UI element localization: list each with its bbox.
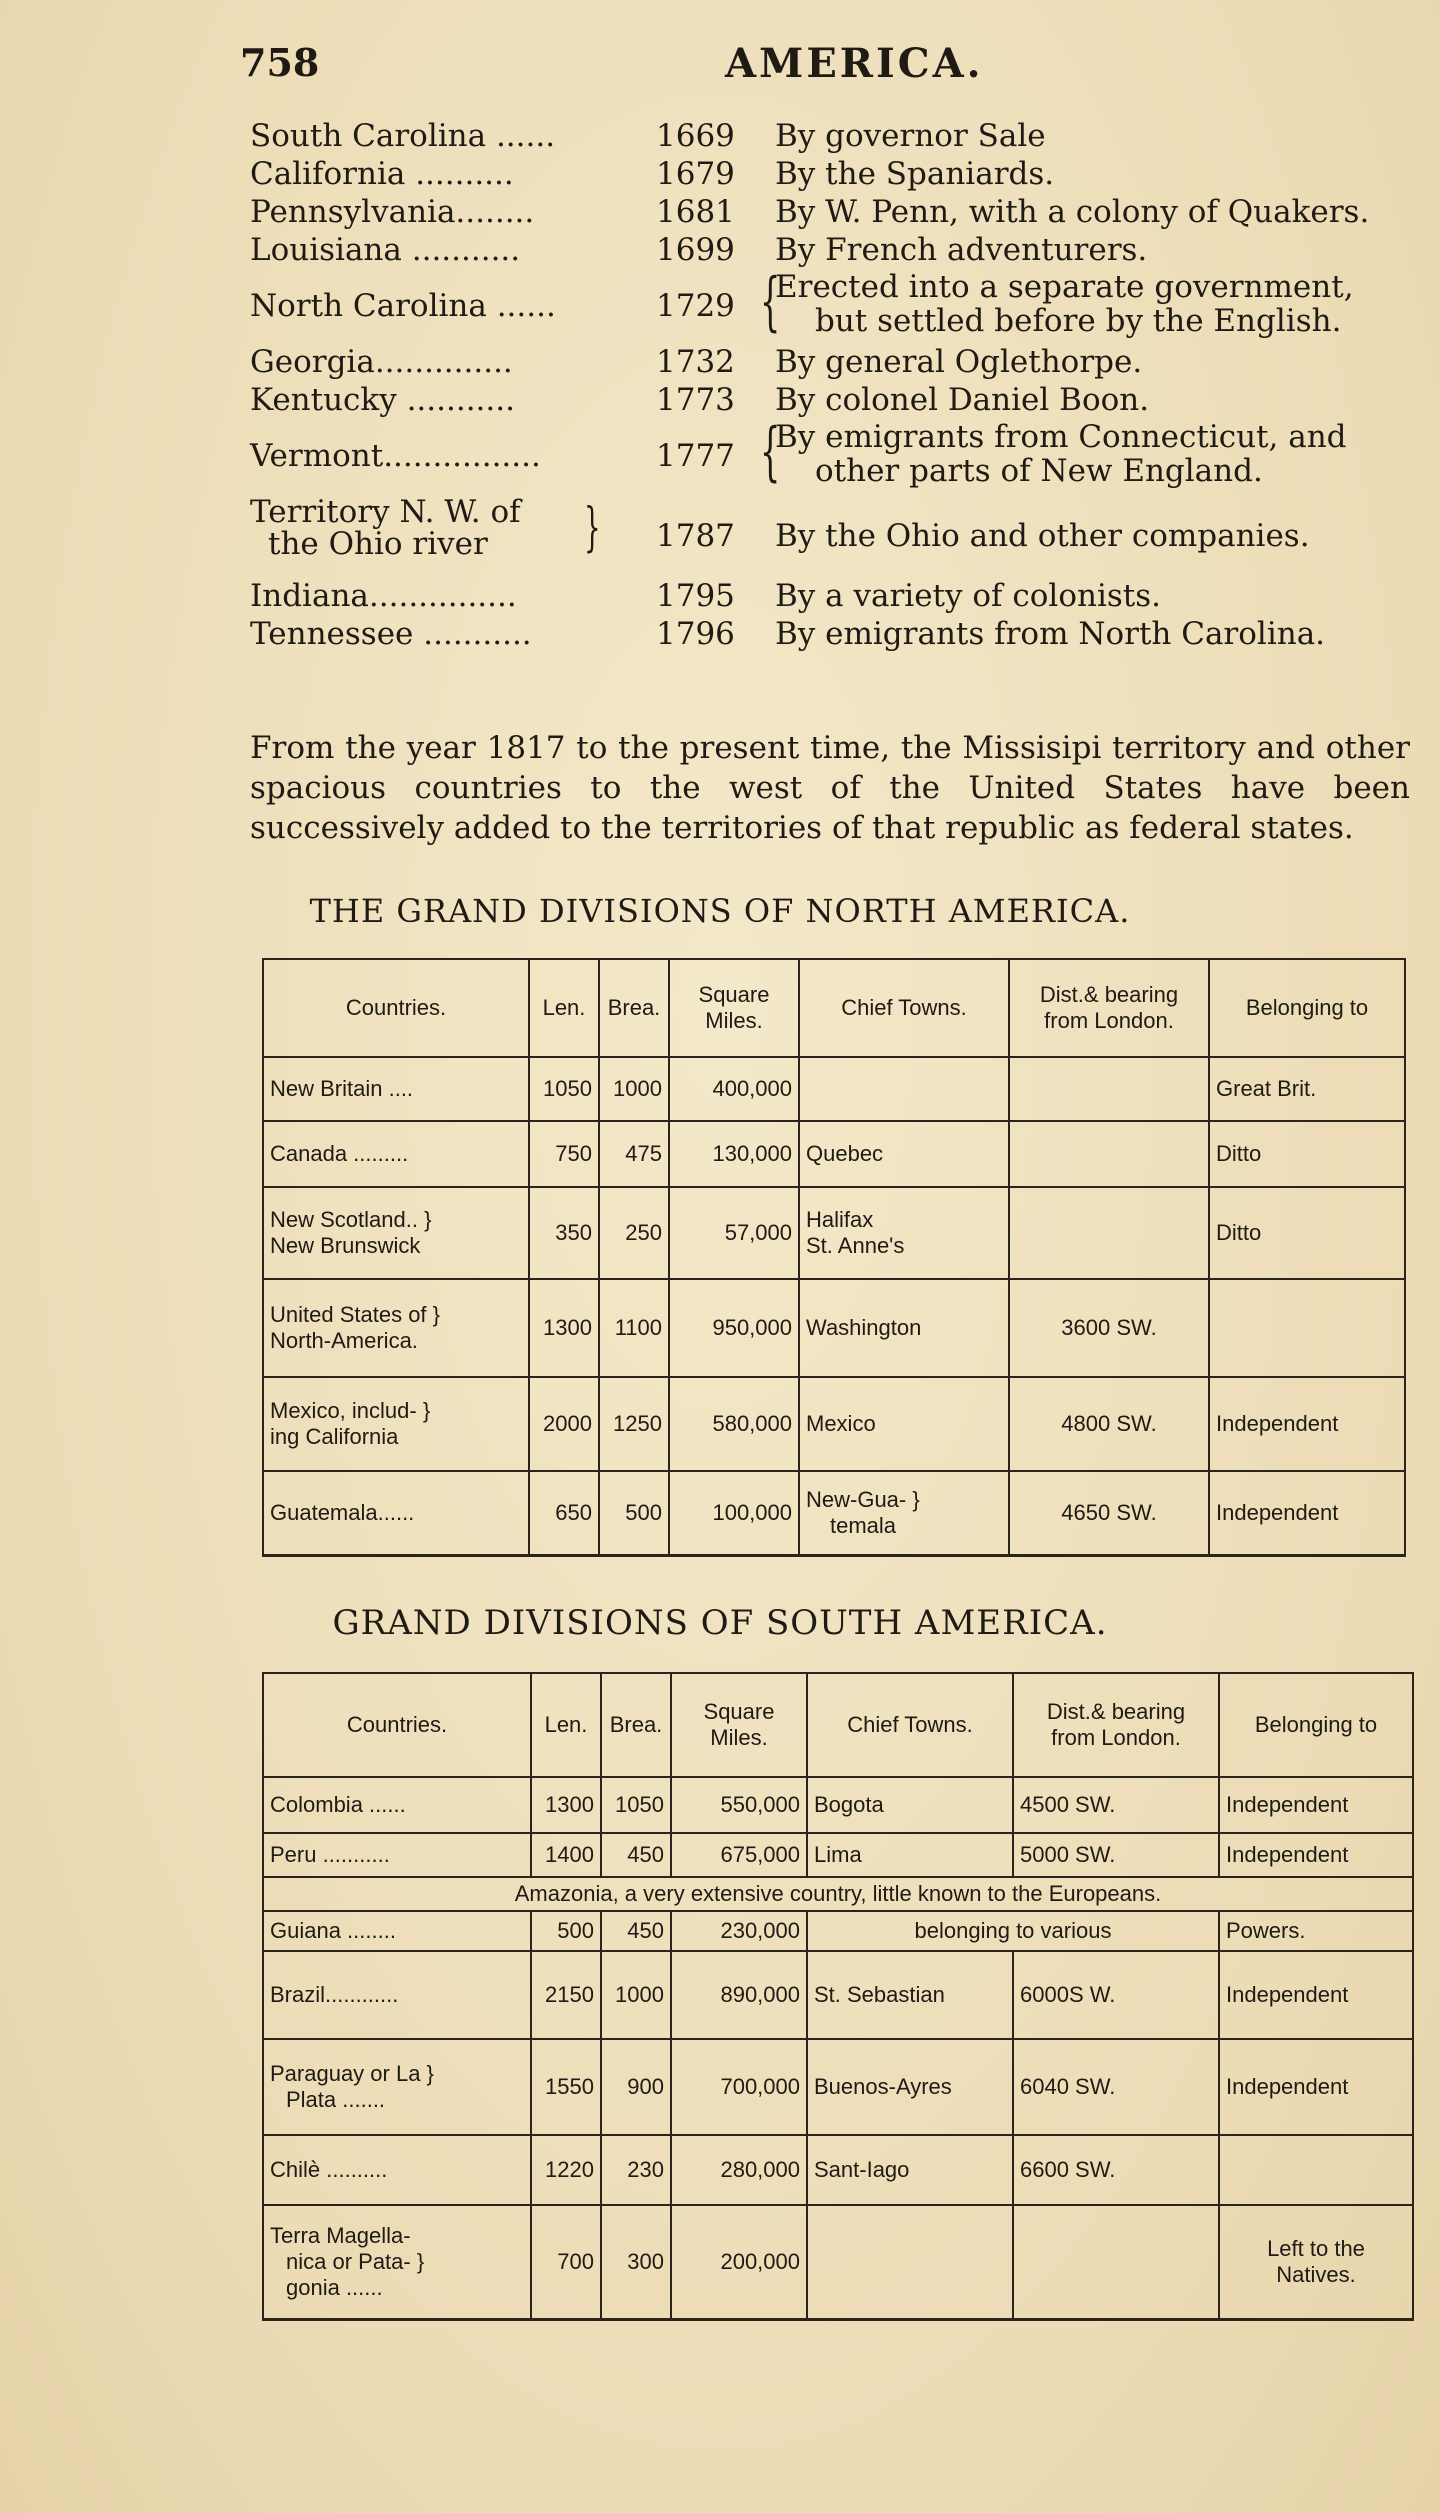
breadth: 1250 bbox=[599, 1377, 669, 1471]
col-distance-line2: from London. bbox=[1044, 1008, 1174, 1033]
country-line2: Plata ....... bbox=[286, 2087, 386, 2112]
state: Indiana............... bbox=[250, 578, 517, 614]
chief-town-line2: St. Anne's bbox=[806, 1233, 905, 1258]
distance: 3600 SW. bbox=[1009, 1279, 1209, 1377]
col-square-miles bbox=[671, 1673, 807, 1777]
state: Tennessee ........... bbox=[250, 616, 532, 652]
distance: 6040 SW. bbox=[1013, 2039, 1219, 2135]
chief-town: Mexico bbox=[799, 1377, 1009, 1471]
settled-by-line1: Erected into a separate government, bbox=[775, 269, 1354, 305]
settled-by: By general Oglethorpe. bbox=[775, 344, 1143, 380]
settled-by-line2: other parts of New England. bbox=[815, 453, 1263, 489]
year: 1729 bbox=[656, 288, 735, 324]
table-row bbox=[263, 1377, 1405, 1471]
list-item bbox=[250, 156, 1420, 194]
col-belonging: Belonging to bbox=[1219, 1673, 1413, 1777]
breadth: 300 bbox=[601, 2205, 671, 2319]
running-head: AMERICA. bbox=[725, 40, 984, 87]
breadth: 250 bbox=[599, 1187, 669, 1279]
chief-town: Quebec bbox=[799, 1121, 1009, 1187]
table-row bbox=[263, 1833, 1413, 1877]
settled-by bbox=[775, 270, 1440, 338]
page-number: 758 bbox=[240, 40, 320, 85]
belonging: Ditto bbox=[1209, 1121, 1405, 1187]
brace: { bbox=[760, 415, 781, 489]
col-square-line1: Square bbox=[703, 1699, 775, 1724]
state: Georgia.............. bbox=[250, 344, 513, 380]
belonging: Ditto bbox=[1209, 1187, 1405, 1279]
table-row bbox=[263, 2135, 1413, 2205]
state: Kentucky ........... bbox=[250, 382, 515, 418]
col-distance-line1: Dist.& bearing bbox=[1046, 1699, 1186, 1724]
length: 2150 bbox=[531, 1951, 601, 2039]
belonging bbox=[1219, 2205, 1413, 2319]
country: New Britain .... bbox=[263, 1057, 529, 1121]
table-row bbox=[263, 1121, 1405, 1187]
year: 1732 bbox=[656, 344, 735, 380]
square-miles: 950,000 bbox=[669, 1279, 799, 1377]
list-item bbox=[250, 578, 1420, 616]
length: 750 bbox=[529, 1121, 599, 1187]
year: 1773 bbox=[656, 382, 735, 418]
country: Terra Magella- nica or Pata- } gonia ...... bbox=[263, 2205, 531, 2319]
col-belonging: Belonging to bbox=[1209, 959, 1405, 1057]
table-row bbox=[263, 2039, 1413, 2135]
year: 1669 bbox=[656, 118, 735, 154]
south-america-title: GRAND DIVISIONS OF SOUTH AMERICA. bbox=[332, 1603, 1108, 1643]
breadth: 450 bbox=[601, 1833, 671, 1877]
chief-town: Sant-Iago bbox=[807, 2135, 1013, 2205]
breadth: 500 bbox=[599, 1471, 669, 1555]
square-miles: 700,000 bbox=[671, 2039, 807, 2135]
state: California .......... bbox=[250, 156, 514, 192]
year: 1699 bbox=[656, 232, 735, 268]
table-row bbox=[263, 1951, 1413, 2039]
belonging: Independent bbox=[1219, 1833, 1413, 1877]
col-brea: Brea. bbox=[599, 959, 669, 1057]
col-distance-line1: Dist.& bearing bbox=[1039, 982, 1179, 1007]
chief-town bbox=[799, 1057, 1009, 1121]
square-miles: 200,000 bbox=[671, 2205, 807, 2319]
year: 1795 bbox=[656, 578, 735, 614]
settled-by: By emigrants from North Carolina. bbox=[775, 616, 1326, 652]
breadth: 1050 bbox=[601, 1777, 671, 1833]
table-row bbox=[263, 2205, 1413, 2319]
distance bbox=[1009, 1057, 1209, 1121]
length: 500 bbox=[531, 1911, 601, 1951]
belonging-line1: Left to the bbox=[1267, 2235, 1365, 2261]
square-miles: 890,000 bbox=[671, 1951, 807, 2039]
col-distance-line2: from London. bbox=[1051, 1725, 1181, 1750]
country-line1: New Scotland.. bbox=[270, 1207, 418, 1232]
chief-town: Buenos-Ayres bbox=[807, 2039, 1013, 2135]
state: Vermont................ bbox=[250, 438, 541, 474]
square-miles: 230,000 bbox=[671, 1911, 807, 1951]
body-paragraph: From the year 1817 to the present time, the Missisipi territory and other spacious countries to the west of the United States have been successively added to the territories of that republic as federal states. bbox=[250, 730, 1410, 846]
settled-by: By the Spaniards. bbox=[775, 156, 1055, 192]
country: Chilè .......... bbox=[263, 2135, 531, 2205]
square-miles: 130,000 bbox=[669, 1121, 799, 1187]
state: South Carolina ...... bbox=[250, 118, 556, 154]
year: 1796 bbox=[656, 616, 735, 652]
year: 1777 bbox=[656, 438, 735, 474]
list-item bbox=[250, 194, 1420, 232]
settled-by bbox=[775, 420, 1440, 488]
table-row bbox=[263, 1877, 1413, 1911]
country: Canada ......... bbox=[263, 1121, 529, 1187]
list-item bbox=[250, 118, 1420, 156]
length: 700 bbox=[531, 2205, 601, 2319]
belonging bbox=[1209, 1279, 1405, 1377]
table-row bbox=[263, 1911, 1413, 1951]
year: 1679 bbox=[656, 156, 735, 192]
country-line2: North-America. bbox=[270, 1328, 418, 1353]
breadth: 1100 bbox=[599, 1279, 669, 1377]
square-miles: 400,000 bbox=[669, 1057, 799, 1121]
belonging: Independent bbox=[1219, 1951, 1413, 2039]
length: 1400 bbox=[531, 1833, 601, 1877]
square-miles: 550,000 bbox=[671, 1777, 807, 1833]
length: 1220 bbox=[531, 2135, 601, 2205]
country: United States of } North-America. bbox=[263, 1279, 529, 1377]
chief-town: New-Gua- } temala bbox=[799, 1471, 1009, 1555]
settled-by: By governor Sale bbox=[775, 118, 1046, 154]
settlement-list bbox=[250, 118, 1420, 654]
settled-by: By colonel Daniel Boon. bbox=[775, 382, 1150, 418]
distance: 4500 SW. bbox=[1013, 1777, 1219, 1833]
table-row bbox=[263, 1777, 1413, 1833]
south-america-table bbox=[262, 1672, 1414, 2321]
col-chief-towns: Chief Towns. bbox=[799, 959, 1009, 1057]
breadth: 450 bbox=[601, 1911, 671, 1951]
settled-by: By W. Penn, with a colony of Quakers. bbox=[775, 194, 1370, 230]
brace: { bbox=[760, 265, 781, 339]
state: North Carolina ...... bbox=[250, 288, 556, 324]
length: 2000 bbox=[529, 1377, 599, 1471]
list-item bbox=[250, 265, 1420, 344]
year: 1681 bbox=[656, 194, 735, 230]
north-america-table bbox=[262, 958, 1406, 1557]
belonging-line2: Natives. bbox=[1276, 2261, 1356, 2287]
north-america-title: THE GRAND DIVISIONS OF NORTH AMERICA. bbox=[309, 892, 1131, 930]
country-line3: gonia ...... bbox=[286, 2274, 383, 2300]
country-line1: Paraguay or La bbox=[270, 2061, 421, 2086]
col-distance bbox=[1009, 959, 1209, 1057]
col-chief-towns: Chief Towns. bbox=[807, 1673, 1013, 1777]
length: 1050 bbox=[529, 1057, 599, 1121]
distance: 4800 SW. bbox=[1009, 1377, 1209, 1471]
list-item bbox=[250, 616, 1420, 654]
table-row bbox=[263, 1279, 1405, 1377]
belonging: Independent bbox=[1209, 1377, 1405, 1471]
distance: 6000S W. bbox=[1013, 1951, 1219, 2039]
list-item bbox=[250, 382, 1420, 420]
list-item bbox=[250, 344, 1420, 382]
length: 1550 bbox=[531, 2039, 601, 2135]
breadth: 475 bbox=[599, 1121, 669, 1187]
list-item bbox=[250, 494, 1420, 578]
brace: } bbox=[584, 498, 601, 558]
col-len: Len. bbox=[529, 959, 599, 1057]
settled-by: By a variety of colonists. bbox=[775, 578, 1161, 614]
belonging: Independent bbox=[1219, 2039, 1413, 2135]
chief-town: Washington bbox=[799, 1279, 1009, 1377]
square-miles: 580,000 bbox=[669, 1377, 799, 1471]
country-line2: New Brunswick bbox=[270, 1233, 421, 1258]
distance bbox=[1009, 1121, 1209, 1187]
distance: 6600 SW. bbox=[1013, 2135, 1219, 2205]
country: Peru ........... bbox=[263, 1833, 531, 1877]
country-line1: Mexico, includ- bbox=[270, 1398, 417, 1423]
country-line2: ing California bbox=[270, 1424, 399, 1449]
state bbox=[250, 496, 521, 560]
length: 1300 bbox=[529, 1279, 599, 1377]
chief-town bbox=[807, 2205, 1013, 2319]
belonging: Great Brit. bbox=[1209, 1057, 1405, 1121]
table-header-row bbox=[263, 1673, 1413, 1777]
settled-by-line2: but settled before by the English. bbox=[815, 303, 1342, 339]
distance: 5000 SW. bbox=[1013, 1833, 1219, 1877]
chief-town: St. Sebastian bbox=[807, 1951, 1013, 2039]
table-header-row bbox=[263, 959, 1405, 1057]
square-miles: 675,000 bbox=[671, 1833, 807, 1877]
country: Guatemala...... bbox=[263, 1471, 529, 1555]
distance bbox=[1009, 1187, 1209, 1279]
belonging: Independent bbox=[1209, 1471, 1405, 1555]
table-row bbox=[263, 1057, 1405, 1121]
country-line1: United States of bbox=[270, 1302, 427, 1327]
square-miles: 100,000 bbox=[669, 1471, 799, 1555]
chief-town-line1: Halifax bbox=[806, 1207, 874, 1232]
col-distance bbox=[1013, 1673, 1219, 1777]
belonging-note: belonging to various bbox=[807, 1911, 1219, 1951]
country-line2: nica or Pata- bbox=[286, 2248, 411, 2274]
breadth: 230 bbox=[601, 2135, 671, 2205]
length: 1300 bbox=[531, 1777, 601, 1833]
chief-town-line2: temala bbox=[830, 1512, 897, 1538]
breadth: 900 bbox=[601, 2039, 671, 2135]
col-len: Len. bbox=[531, 1673, 601, 1777]
settled-by-line1: By emigrants from Connecticut, and bbox=[775, 419, 1347, 455]
belonging: Powers. bbox=[1219, 1911, 1413, 1951]
breadth: 1000 bbox=[601, 1951, 671, 2039]
col-countries: Countries. bbox=[263, 959, 529, 1057]
settled-by: By French adventurers. bbox=[775, 232, 1148, 268]
country: Mexico, includ- } ing California bbox=[263, 1377, 529, 1471]
country-line1: Terra Magella- bbox=[270, 2222, 411, 2248]
square-miles: 57,000 bbox=[669, 1187, 799, 1279]
col-square-line2: Miles. bbox=[710, 1725, 768, 1750]
col-square-line2: Miles. bbox=[705, 1008, 763, 1033]
state-line1: Territory N. W. of bbox=[250, 494, 521, 530]
col-square-line1: Square bbox=[698, 982, 770, 1007]
distance: 4650 SW. bbox=[1009, 1471, 1209, 1555]
state: Louisiana ........... bbox=[250, 232, 521, 268]
country: Colombia ...... bbox=[263, 1777, 531, 1833]
belonging bbox=[1219, 2135, 1413, 2205]
breadth: 1000 bbox=[599, 1057, 669, 1121]
length: 650 bbox=[529, 1471, 599, 1555]
chief-town: Bogota bbox=[807, 1777, 1013, 1833]
settled-by: By the Ohio and other companies. bbox=[775, 518, 1310, 554]
table-row bbox=[263, 1187, 1405, 1279]
page-header bbox=[0, 34, 1440, 94]
country: Paraguay or La } Plata ....... bbox=[263, 2039, 531, 2135]
col-brea: Brea. bbox=[601, 1673, 671, 1777]
amazonia-note: Amazonia, a very extensive country, little known to the Europeans. bbox=[263, 1877, 1413, 1911]
length: 350 bbox=[529, 1187, 599, 1279]
state: Pennsylvania........ bbox=[250, 194, 535, 230]
chief-town: Lima bbox=[807, 1833, 1013, 1877]
belonging: Independent bbox=[1219, 1777, 1413, 1833]
country: Brazil............ bbox=[263, 1951, 531, 2039]
square-miles: 280,000 bbox=[671, 2135, 807, 2205]
col-countries: Countries. bbox=[263, 1673, 531, 1777]
chief-town bbox=[799, 1187, 1009, 1279]
table-row bbox=[263, 1471, 1405, 1555]
chief-town-line1: New-Gua- bbox=[806, 1486, 907, 1512]
list-item bbox=[250, 232, 1420, 270]
list-item bbox=[250, 415, 1420, 494]
year: 1787 bbox=[656, 518, 735, 554]
state-line2: the Ohio river bbox=[268, 526, 488, 562]
country: Guiana ........ bbox=[263, 1911, 531, 1951]
col-square-miles bbox=[669, 959, 799, 1057]
distance bbox=[1013, 2205, 1219, 2319]
country: New Scotland.. } New Brunswick bbox=[263, 1187, 529, 1279]
